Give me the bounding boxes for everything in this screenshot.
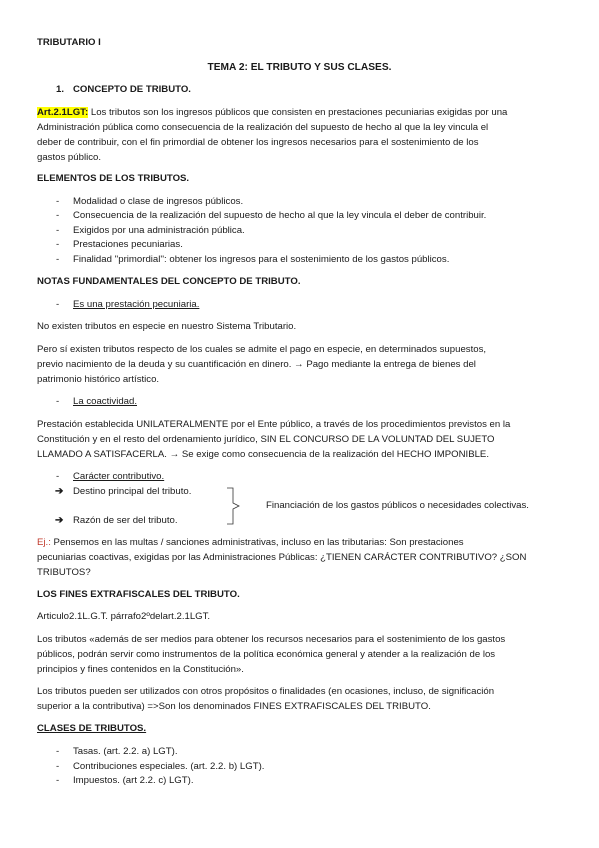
clase-item: Tasas. (art. 2.2. a) LGT).: [73, 746, 178, 757]
coactividad-line-1: Prestación establecida UNILATERALMENTE por el Ente público, a través de los procedimientos previstos en la: [37, 419, 511, 430]
elemento-item: Finalidad ''primordial'': obtener los ingresos para el sostenimiento de los gastos públicos.: [73, 254, 450, 265]
pago-line-2: previo nacimiento de la deuda y su cuantificación en dinero. → Pago mediante la entrega de bienes del: [37, 359, 476, 370]
fines-p2-line-2: superior a la contributiva) =>Son los denominados FINES EXTRAFISCALES DEL TRIBUTO.: [37, 701, 431, 712]
clase-item: Contribuciones especiales. (art. 2.2. b) LGT).: [73, 761, 265, 772]
fines-reference: Articulo2.1L.G.T. párrafo2ºdelart.2.1LGT.: [37, 611, 211, 622]
course-title: TRIBUTARIO I: [37, 37, 101, 48]
bullet-dash: -: [56, 254, 60, 265]
destino-text: Destino principal del tributo.: [73, 486, 192, 497]
nota-pecuniaria: Es una prestación pecuniaria.: [73, 299, 200, 310]
heading-fines: LOS FINES EXTRAFISCALES DEL TRIBUTO.: [37, 589, 240, 600]
elemento-item: Exigidos por una administración pública.: [73, 225, 245, 236]
bullet-dash: -: [56, 396, 60, 407]
nota-coactividad: La coactividad.: [73, 396, 137, 407]
especie-text: No existen tributos en especie en nuestro Sistema Tributario.: [37, 321, 297, 332]
coactividad-line-3: LLAMADO A SATISFACERLA. → Se exige como consecuencia de la realización del HECHO IMPONIBLE.: [37, 449, 489, 460]
ejemplo-line-2: pecuniarias coactivas, exigidas por las Administraciones Públicas: ¿TIENEN CARÁCTER CONTRIBUTIVO? ¿SON: [37, 552, 527, 563]
elemento-item: Consecuencia de la realización del supuesto de hecho al que la ley vincula el deber de contribuir.: [73, 210, 487, 221]
financiacion-text: Financiación de los gastos públicos o necesidades colectivas.: [266, 500, 529, 511]
heading-elementos: ELEMENTOS DE LOS TRIBUTOS.: [37, 173, 190, 184]
ejemplo-label: Ej.:: [37, 537, 51, 548]
elemento-item: Prestaciones pecuniarias.: [73, 239, 183, 250]
arrow-right-icon: ➔: [55, 486, 64, 497]
bullet-dash: -: [56, 761, 60, 772]
arrow-right-icon: ➔: [55, 515, 64, 526]
clase-item: Impuestos. (art 2.2. c) LGT).: [73, 775, 194, 786]
bullet-dash: -: [56, 210, 60, 221]
bullet-dash: -: [56, 775, 60, 786]
fines-p2-line-1: Los tributos pueden ser utilizados con otros propósitos o finalidades (en ocasiones, incluso, de significación: [37, 686, 495, 697]
right-brace-icon: [226, 487, 242, 525]
section-number: 1.: [56, 84, 65, 95]
bullet-dash: -: [56, 471, 60, 482]
bullet-dash: -: [56, 299, 60, 310]
heading-clases: CLASES DE TRIBUTOS.: [37, 723, 147, 734]
page-title: TEMA 2: EL TRIBUTO Y SUS CLASES.: [207, 62, 392, 73]
pago-line-1: Pero sí existen tributos respecto de los cuales se admite el pago en especie, en determinados supuestos,: [37, 344, 487, 355]
definition-line-2: Administración pública como consecuencia de la realización del supuesto de hecho al que la ley vincula el: [37, 122, 489, 133]
fines-p1-line-1: Los tributos «además de ser medios para obtener los recursos necesarios para el sostenimiento de los gastos: [37, 634, 506, 645]
bullet-dash: -: [56, 239, 60, 250]
definition-line-3: deber de contribuir, con el fin primordial de obtener los ingresos necesarios para el sostenimiento de los: [37, 137, 479, 148]
bullet-dash: -: [56, 746, 60, 757]
section-heading-concepto: CONCEPTO DE TRIBUTO.: [73, 84, 191, 95]
fines-p1-line-3: principios y fines contenidos en la Constitución».: [37, 664, 244, 675]
nota-contributivo: Carácter contributivo.: [73, 471, 165, 482]
heading-notas: NOTAS FUNDAMENTALES DEL CONCEPTO DE TRIBUTO.: [37, 276, 301, 287]
bullet-dash: -: [56, 225, 60, 236]
bullet-dash: -: [56, 196, 60, 207]
pago-line-3: patrimonio histórico artístico.: [37, 374, 160, 385]
coactividad-line-2: Constitución y en el resto del ordenamiento jurídico, SIN EL CONCURSO DE LA VOLUNTAD DEL SUJETO: [37, 434, 495, 445]
article-reference: Art.2.1LGT:: [37, 107, 89, 118]
elemento-item: Modalidad o clase de ingresos públicos.: [73, 196, 244, 207]
definition-line-1: Art.2.1LGT: Los tributos son los ingresos públicos que consisten en prestaciones pecuniarias exigidas por una: [37, 107, 508, 118]
ejemplo-line-3: TRIBUTOS?: [37, 567, 91, 578]
fines-p1-line-2: públicos, podrán servir como instrumentos de la política económica general y atender a la realización de los: [37, 649, 496, 660]
razon-text: Razón de ser del tributo.: [73, 515, 178, 526]
ejemplo-line-1: Ej.: Pensemos en las multas / sanciones administrativas, incluso en las tributarias: Son prestaciones: [37, 537, 464, 548]
definition-line-4: gastos público.: [37, 152, 101, 163]
